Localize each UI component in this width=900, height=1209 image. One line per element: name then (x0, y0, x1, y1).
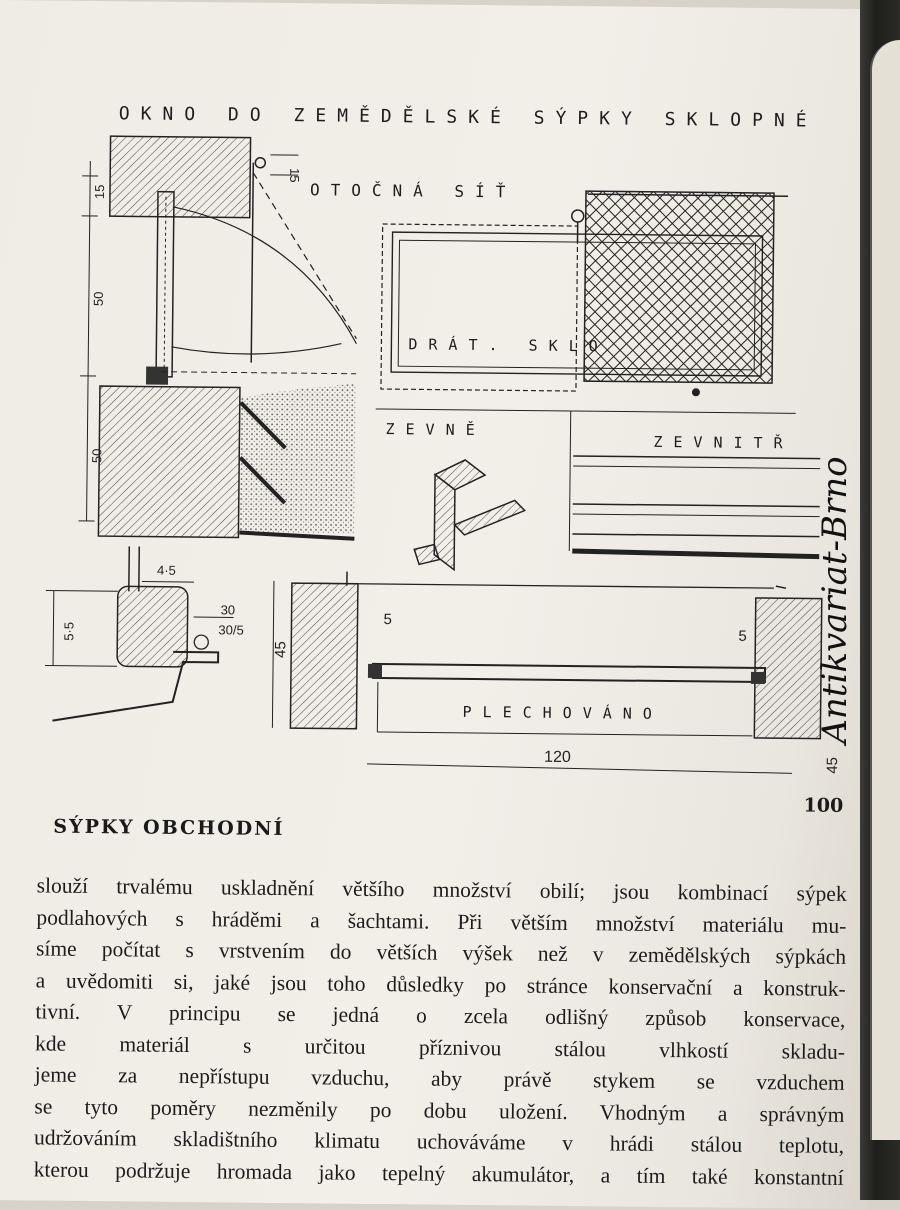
dim-4-5: 4·5 (157, 563, 176, 578)
dim-50-upper: 50 (91, 291, 106, 306)
dim-30-5: 30/5 (218, 622, 243, 637)
dim-45-right: 45 (824, 757, 841, 774)
body-paragraph (34, 870, 847, 1193)
body-line: kde materiál s určitou příznivou stálou vlhkostí skladu- (35, 1028, 845, 1068)
body-line: jeme za nepřístupu vzduchu, aby právě stykem se vzduchem (35, 1059, 845, 1099)
label-drat-sklo: DRÁT. SKLO (408, 334, 609, 355)
iso-sketch (414, 459, 525, 570)
body-line: a uvědomiti si, jaké jsou toho důsledky po stránce konservační a konstruk- (36, 965, 846, 1005)
dim-5-5: 5·5 (61, 622, 76, 641)
body-line: kterou podržuje hromada jako tepelný akumulátor, a tím také konstantní (34, 1154, 844, 1194)
body-line: slouží trvalému uskladnění většího množství obilí; jsou kombinací sýpek (37, 870, 847, 910)
label-otocna-sit: OTOČNÁ SÍŤ (310, 180, 517, 201)
dim-30: 30 (221, 602, 236, 617)
dim-5-right: 5 (738, 628, 747, 645)
body-line: udržováním skladištního klimatu uchováváme v hrádi stálou teplotu, (34, 1122, 844, 1162)
sill-section (272, 571, 822, 774)
dim-45-sill: 45 (272, 641, 289, 658)
dim-50-lower: 50 (89, 448, 104, 463)
body-line: tivní. V principu se jedná o zcela odlišný způsob konservace, (35, 996, 845, 1036)
window-elevation (376, 189, 798, 413)
body-line: síme počítat s vrstvením do větších výšek než v zemědělských sýpkách (36, 933, 846, 973)
label-plechovano: PLECHOVÁNO (462, 702, 663, 723)
section-heading: SÝPKY OBCHODNÍ (53, 816, 284, 840)
dim-15-side: 15 (92, 185, 107, 200)
dim-120: 120 (544, 749, 571, 766)
label-zevne: ZEVNĚ (385, 419, 485, 439)
watermark (790, 440, 880, 760)
label-zevnitr: ZEVNITŘ (653, 432, 793, 452)
body-line: se tyto poměry nezměnily po dobu uložení. Vhodným a správným (34, 1091, 844, 1131)
dim-5-left: 5 (383, 611, 392, 628)
dim-15-top: 15 (287, 168, 302, 183)
watermark-text: Antikvariat-Brno (815, 456, 855, 743)
page-number: 100 (803, 794, 843, 816)
drawing-title: OKNO DO ZEMĚDĚLSKÉ SÝPKY SKLOPNÉ (119, 102, 818, 131)
body-line: podlahových s hráděmi a šachtami. Při větším množství materiálu mu- (36, 902, 846, 942)
